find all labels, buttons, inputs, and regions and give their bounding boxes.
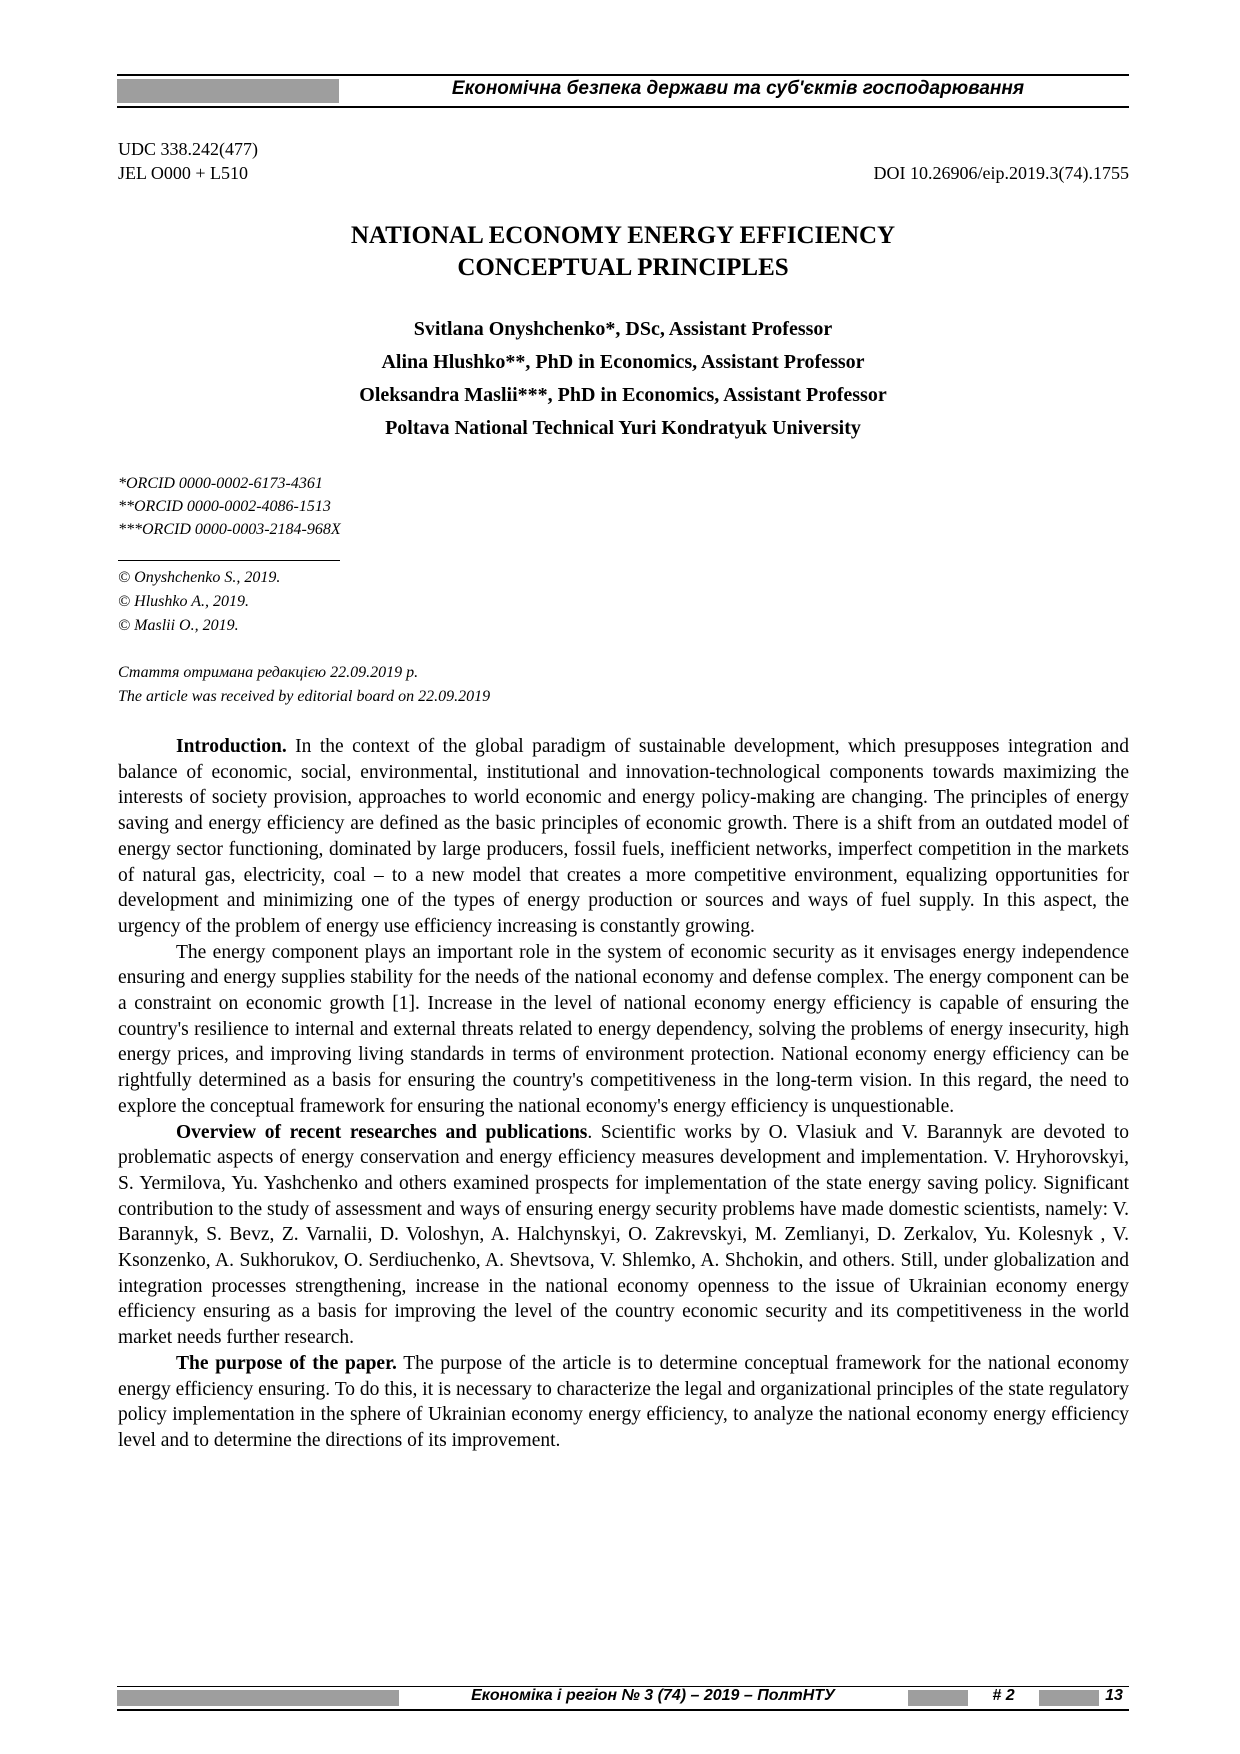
- paragraph-text: The purpose of the article is to determine conceptual framework for the national economy energy efficiency ensuring. To do this, it is necessary to characterize the legal and organizational principles of the state regulatory policy implementation in the sphere of Ukrainian economy energy efficiency, to analyze the national economy energy efficiency level and to determine the directions of its improvement.: [118, 1352, 1129, 1451]
- footer-gray-block-mid: [908, 1690, 968, 1706]
- paragraph-introduction: [118, 734, 1129, 940]
- paragraph-overview: [118, 1120, 1129, 1351]
- paragraph-energy-component: [118, 940, 1129, 1120]
- title-line-1: NATIONAL ECONOMY ENERGY EFFICIENCY: [350, 222, 896, 249]
- paragraph-text: The energy component plays an important role in the system of economic security as it envisages energy independence ensuring and energy supplies stability for the needs of the national economy and defense complex. The energy component can be a constraint on economic growth [1]. Increase in the level of national economy energy efficiency is capable of ensuring the country's resilience to internal and external threats related to energy dependency, solving the problems of energy insecurity, high energy prices, and improving living standards in terms of environment protection. National economy energy efficiency can be rightfully determined as a basis for ensuring the country's competitiveness in the long-term vision. In this regard, the need to explore the conceptual framework for ensuring the national economy's energy efficiency is unquestionable.: [118, 941, 1129, 1117]
- orcid-1: *ORCID 0000-0002-6173-4361: [118, 475, 323, 492]
- doi: DOI 10.26906/eip.2019.3(74).1755: [873, 163, 1129, 183]
- orcid-list: [118, 472, 341, 541]
- running-header-title: Економічна безпека держави та суб'єктів господарювання: [451, 78, 1025, 99]
- header-gray-block: [117, 79, 339, 103]
- author-2: Alina Hlushko**, PhD in Economics, Assistant Professor: [381, 351, 865, 373]
- footer-issue: # 2: [992, 1687, 1015, 1704]
- paragraph-heading: Overview of recent researches and publications: [176, 1121, 588, 1143]
- footer-journal: Економіка і регіон № 3 (74) – 2019 – ПолтНТУ: [471, 1687, 835, 1704]
- received-en: The article was received by editorial board on 22.09.2019: [118, 688, 491, 705]
- footer-gray-block-left: [117, 1690, 399, 1706]
- copyright-1: © Onyshchenko S., 2019.: [118, 569, 281, 586]
- paragraph-text: In the context of the global paradigm of sustainable development, which presupposes integration and balance of economic, social, environmental, institutional and innovation-technological components towards maximizing the interests of society provision, approaches to world economic and energy policy-making are changing. The principles of energy saving and energy efficiency are defined as the basic principles of economic growth. There is a shift from an outdated model of energy sector functioning, dominated by large producers, fossil fuels, inefficient networks, imperfect competition in the markets of natural gas, electricity, coal – to a new model that creates a more competitive environment, equalizing opportunities for development and minimizing one of the types of energy production or sources and ways of fuel supply. In this aspect, the urgency of the problem of energy use efficiency increasing is constantly growing.: [118, 736, 1129, 937]
- author-1: Svitlana Onyshchenko*, DSc, Assistant Professor: [413, 318, 833, 340]
- orcid-3: ***ORCID 0000-0003-2184-968X: [118, 521, 341, 538]
- paragraph-text: . Scientific works by O. Vlasiuk and V. Barannyk are devoted to problematic aspects of energy conservation and energy efficiency measures development and implementation. V. Hryhorovskyi, S. Yermilova, Yu. Yashchenko and others examined prospects for implementation of the state energy saving policy. Significant contribution to the study of assessment and ways of ensuring energy security problems have made domestic scientists, namely: V. Barannyk, S. Bevz, Z. Varnalii, D. Voloshyn, A. Halchynskyi, O. Zakrevskyi, M. Zemlianyi, D. Zerkalov, Yu. Kolesnyk , V. Ksonzenko, A. Sukhorukov, O. Serdiuchenko, A. Shevtsova, V. Shlemko, A. Shchokin, and others. Still, under globalization and integration processes strengthening, increase in the national economy openness to the issue of Ukrainian economy energy efficiency ensuring as a basis for improving the level of the country economic security and its competitiveness in the world market needs further research.: [118, 1121, 1129, 1349]
- paragraph-purpose: [118, 1351, 1129, 1454]
- article-body: [118, 734, 1129, 1454]
- copyright-list: [118, 566, 280, 638]
- jel-code: JEL O000 + L510: [118, 163, 248, 183]
- udc-code: UDC 338.242(477): [118, 139, 258, 159]
- orcid-2: **ORCID 0000-0002-4086-1513: [118, 498, 331, 515]
- article-title: [117, 220, 1129, 284]
- footnote-divider: [118, 560, 340, 561]
- copyright-2: © Hlushko A., 2019.: [118, 593, 249, 610]
- received-ua: Стаття отримана редакцією 22.09.2019 р.: [118, 664, 419, 681]
- running-footer: [117, 1686, 1129, 1711]
- author-3: Oleksandra Maslii***, PhD in Economics, Assistant Professor: [359, 384, 887, 406]
- affiliation: Poltava National Technical Yuri Kondratyuk University: [385, 417, 861, 439]
- page-number: 13: [1105, 1687, 1123, 1704]
- paragraph-heading: Introduction.: [176, 736, 287, 757]
- footer-gray-block-right: [1039, 1690, 1099, 1706]
- title-line-2: CONCEPTUAL PRINCIPLES: [457, 254, 789, 281]
- copyright-3: © Maslii O., 2019.: [118, 617, 239, 634]
- paragraph-heading: The purpose of the paper.: [176, 1352, 397, 1374]
- received-note: [118, 661, 490, 709]
- running-header: [117, 74, 1129, 108]
- classification-codes: [118, 137, 258, 185]
- author-block: [117, 313, 1129, 445]
